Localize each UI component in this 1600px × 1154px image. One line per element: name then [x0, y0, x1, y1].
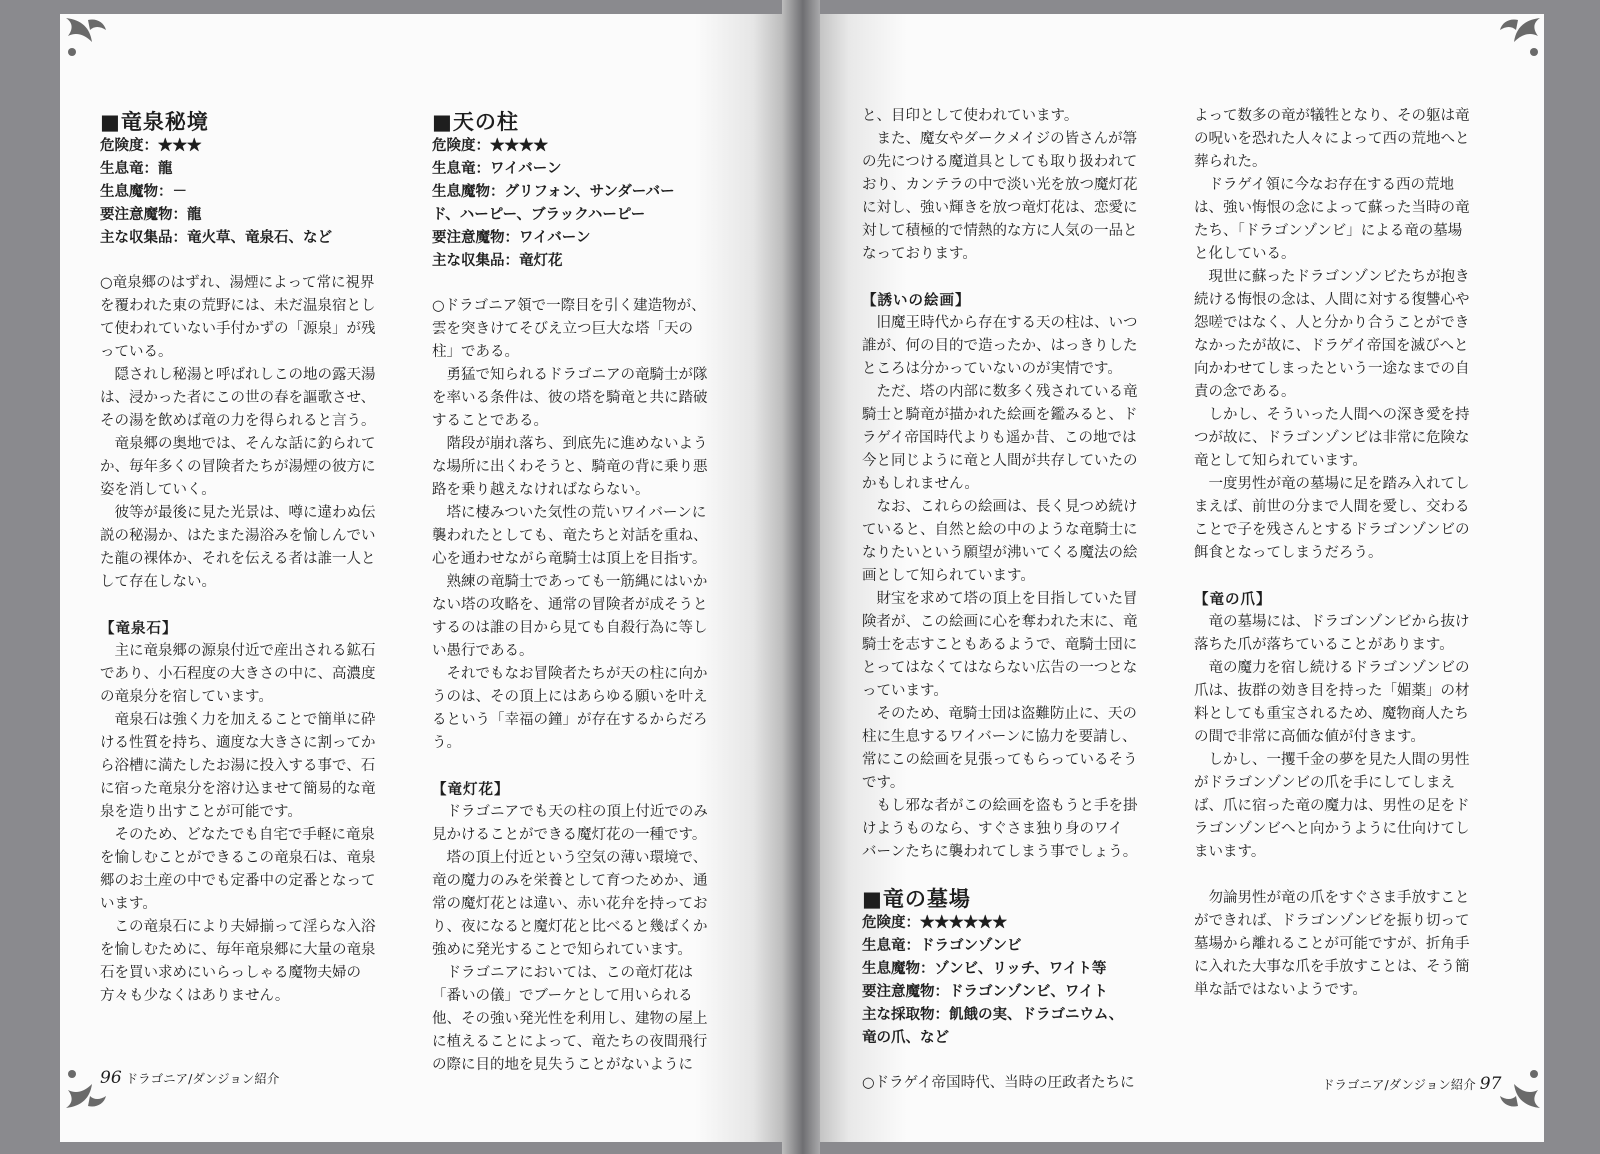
text-line: と化している。 [1194, 246, 1296, 262]
body-text [100, 640, 400, 1008]
text-line: 方々も少なくはありません。 [100, 988, 290, 1004]
text-line: ところは分かっていないのが実情です。 [862, 361, 1122, 377]
text-line: に宿った竜泉分を溶け込ませて簡易的な竜 [100, 781, 376, 797]
text-line: 危険度：★★★★ [432, 137, 548, 154]
section-title: ■天の柱 [432, 109, 519, 134]
closing-text [1194, 887, 1494, 1002]
text-line: ていると、自然と絵の中のような竜騎士に [862, 522, 1138, 538]
text-line: しかし、そういった人間への深き愛を持 [1194, 407, 1470, 423]
text-line: て使われていない手付かずの「源泉」が残 [100, 321, 376, 337]
text-line: 要注意魔物：ワイバーン [432, 229, 591, 246]
text-line: がドラゴンゾンビの爪を手にしてしまえ [1194, 775, 1455, 791]
text-line: 要注意魔物：龍 [100, 206, 202, 223]
subsection-title: 【竜泉石】 [100, 620, 178, 637]
text-line: 料としても重宝されるため、魔物商人たち [1194, 706, 1469, 722]
stats-block [432, 134, 732, 272]
text-line: まいます。 [1194, 844, 1266, 860]
text-line: り、夜になると魔灯花と比べると幾ばくか [432, 919, 708, 935]
text-line: 現世に蘇ったドラゴンゾンビたちが抱き [1194, 269, 1470, 285]
text-line: 一度男性が竜の墓場に足を踏み入れてし [1194, 476, 1470, 492]
text-line: 見かけることができる魔灯花の一種です。 [432, 827, 707, 843]
text-line: 険者が、この絵画に心を奪われた末に、竜 [862, 614, 1138, 630]
intro-text [432, 295, 732, 755]
text-line: 続ける悔恨の念は、人間に対する復讐心や [1194, 292, 1470, 308]
text-line: なりたいという願望が沸いてくる魔法の絵 [862, 545, 1138, 561]
text-line: ドラゴニアでも天の柱の頂上付近でのみ [432, 804, 708, 820]
text-line: 他、その強い発光性を利用し、建物の屋上 [432, 1011, 708, 1027]
text-line: 襲われたとしても、竜たちと対話を重ね、 [432, 528, 708, 544]
text-line: もし邪な者がこの絵画を盗もうと手を掛 [862, 798, 1138, 814]
text-line: 階段が崩れ落ち、到底先に進めないよう [432, 436, 708, 452]
text-line: おり、カンテラの中で淡い光を放つ魔灯花 [862, 177, 1138, 193]
text-line: ド、ハーピー、ブラックハーピー [432, 206, 646, 223]
text-line: を率いる条件は、彼の塔を騎竜と共に踏破 [432, 390, 708, 406]
text-line: 塔の頂上付近という空気の薄い環境で、 [432, 850, 708, 866]
text-line: 生息魔物：グリフォン、サンダーバー [432, 183, 675, 200]
text-line: 向かわせてしまったという一途なまでの自 [1194, 361, 1470, 377]
text-line: 姿を消していく。 [100, 482, 216, 498]
text-line: ける性質を持ち、適度な大きさに割ってか [100, 735, 376, 751]
text-line: です。 [862, 775, 905, 791]
text-line: に対し、強い輝きを放つ竜灯花は、恋愛に [862, 200, 1138, 216]
text-line: の際に目的地を見失うことがないように [432, 1057, 693, 1073]
text-line: であり、小石程度の大きさの中に、高濃度 [100, 666, 376, 682]
text-line: 財宝を求めて塔の頂上を目指していた冒 [862, 591, 1138, 607]
text-line: なっております。 [862, 246, 977, 262]
text-line: ドラゲイ領に今なお存在する西の荒地 [1194, 177, 1454, 193]
text-line: バーンたちに襲われてしまう事でしょう。 [862, 844, 1138, 860]
text-line: 竜の魔力のみを栄養として育つためか、通 [432, 873, 708, 889]
footer-label: ドラゴニア/ダンジョン紹介 [125, 1071, 280, 1086]
right-page-footer [1322, 1074, 1501, 1094]
text-line: 危険度：★★★★★★ [862, 914, 1007, 931]
text-line: 郷のお土産の中でも定番中の定番となって [100, 873, 376, 889]
text-line: 今と同じように竜と人間が共存していたの [862, 453, 1138, 469]
text-line: を愉しむことができるこの竜泉石は、竜泉 [100, 850, 376, 866]
text-line: います。 [100, 896, 157, 912]
text-line: 主に竜泉郷の源泉付近で産出される鉱石 [100, 643, 376, 659]
text-line: 説の秘湯か、はたまた湯浴みを愉しんでい [100, 528, 376, 544]
text-line: 柱に生息するワイバーンに協力を要請し、 [862, 729, 1137, 745]
text-line: 常にこの絵画を見張ってもらっているそう [862, 752, 1138, 768]
page-number: 97 [1479, 1074, 1502, 1094]
text-line: ○ドラゲイ帝国時代、当時の圧政者たちに [862, 1075, 1135, 1091]
text-line: 画として知られています。 [862, 568, 1035, 584]
text-line: この竜泉石により夫婦揃って淫らな入浴 [100, 919, 376, 935]
text-line: 怨嗟ではなく、人と分かり合うことができ [1194, 315, 1470, 331]
text-line: そのため、竜騎士団は盗難防止に、天の [862, 706, 1137, 722]
stats-block [100, 134, 400, 249]
body-text [432, 801, 732, 1077]
text-line: な場所に出くわそうと、騎竜の背に乗り悪 [432, 459, 708, 475]
text-line: して存在しない。 [100, 574, 216, 590]
text-line: 誰が、何の目的で造ったか、はっきりした [862, 338, 1138, 354]
text-line: 危険度：★★★ [100, 137, 202, 154]
text-line: た龍の裸体か、それを伝える者は誰一人と [100, 551, 376, 567]
text-line: は、浸かった者にこの世の春を謳歌させ、 [100, 390, 376, 406]
continued-text [862, 105, 1162, 266]
text-line: の間で非常に高価な値が付きます。 [1194, 729, 1425, 745]
text-line: 落ちた爪が落ちていることがあります。 [1194, 637, 1454, 653]
section-title: ■竜泉秘境 [100, 109, 209, 134]
flourish-corner-ornament-icon [1494, 1062, 1544, 1112]
text-line: 騎士を志すこともあるようで、竜騎士団に [862, 637, 1138, 653]
text-line: 主な収集品：竜火草、竜泉石、など [100, 229, 332, 246]
text-line: 竜の爪、など [862, 1029, 949, 1046]
text-line: に植えることによって、竜たちの夜間飛行 [432, 1034, 708, 1050]
text-line: 塔に棲みついた気性の荒いワイバーンに [432, 505, 707, 521]
text-line: 隠されし秘湯と呼ばれしこの地の露天湯 [100, 367, 376, 383]
text-line: の呪いを恐れた人々によって西の荒地へと [1194, 131, 1470, 147]
text-line: 生息竜：龍 [100, 160, 173, 177]
text-line: 生息魔物：－ [100, 183, 187, 200]
continued-text [1194, 105, 1494, 565]
flourish-corner-ornament-icon [62, 14, 112, 64]
text-line: 竜の墓場には、ドラゴンゾンビから抜け [1194, 614, 1470, 630]
book-spine-gutter [782, 0, 820, 1154]
text-line: っています。 [862, 683, 948, 699]
intro-text [862, 1072, 1162, 1095]
text-line: つが故に、ドラゴンゾンビは非常に危険な [1194, 430, 1470, 446]
text-line: に入れた大事な爪を手放すことは、そう簡 [1194, 959, 1470, 975]
section-title: ■竜の墓場 [862, 886, 971, 911]
text-line: ドラゴニアにおいては、この竜灯花は [432, 965, 693, 981]
text-line: 爪は、抜群の効き目を持った「媚薬」の材 [1194, 683, 1470, 699]
text-line: 旧魔王時代から存在する天の柱は、いつ [862, 315, 1138, 331]
text-line: 心を通わせながら竜騎士は頂上を目指す。 [432, 551, 707, 567]
text-line: ば、爪に宿った竜の魔力は、男性の足をド [1194, 798, 1470, 814]
subsection-title: 【竜の爪】 [1194, 591, 1272, 608]
text-line: ら浴槽に満たしたお湯に投入する事で、石 [100, 758, 376, 774]
text-line: するのは誰の目から見ても自殺行為に等し [432, 620, 708, 636]
text-line: の竜泉分を宿しています。 [100, 689, 273, 705]
text-line: まえば、前世の分まで人間を愛し、交わる [1194, 499, 1470, 515]
text-line: 生息竜：ワイバーン [432, 160, 562, 177]
stats-block [862, 911, 1162, 1049]
text-line: い愚行である。 [432, 643, 534, 659]
text-line: う。 [432, 735, 461, 751]
text-line: 騎士と騎竜が描かれた絵画を鑑みると、ド [862, 407, 1138, 423]
text-line: 勿論男性が竜の爪をすぐさま手放すこと [1194, 890, 1470, 906]
text-line: 主な収集品：竜灯花 [432, 252, 563, 269]
text-line: 対して積極的で情熱的な方に人気の一品と [862, 223, 1138, 239]
text-line: を覆われた東の荒野には、未だ温泉宿とし [100, 298, 376, 314]
text-line: ○ドラゴニア領で一際目を引く建造物が、 [432, 298, 706, 314]
text-line: 常の魔灯花とは違い、赤い花弁を持ってお [432, 896, 708, 912]
text-line: その湯を飲めば竜の力を得られると言う。 [100, 413, 376, 429]
text-line: なかったが故に、ドラゲイ帝国を滅びへと [1194, 338, 1469, 354]
text-line: けようものなら、すぐさま独り身のワイ [862, 821, 1123, 837]
text-line: の先につける魔道具としても取り扱われて [862, 154, 1138, 170]
text-line: ことで子を残さんとするドラゴンゾンビの [1194, 522, 1470, 538]
text-line: は、強い悔恨の念によって蘇った当時の竜 [1194, 200, 1470, 216]
text-line: 泉を造り出すことが可能です。 [100, 804, 302, 820]
text-line: 竜泉郷の奥地では、そんな話に釣られて [100, 436, 376, 452]
subsection-title: 【誘いの絵画】 [862, 292, 971, 309]
text-line: 柱」である。 [432, 344, 519, 360]
text-line: 雲を突きけてそびえ立つ巨大な塔「天の [432, 321, 693, 337]
body-text [1194, 611, 1494, 864]
page-number: 96 [100, 1068, 122, 1088]
text-line: たち、「ドラゴンゾンビ」による竜の墓場 [1194, 223, 1463, 239]
text-line: 竜の魔力を宿し続けるドラゴンゾンビの [1194, 660, 1470, 676]
text-line: 主な採取物：飢餓の実、ドラゴニウム、 [862, 1006, 1124, 1023]
text-line: そのため、どなたでも自宅で手軽に竜泉 [100, 827, 375, 843]
text-line: 生息魔物：ゾンビ、リッチ、ワイト等 [862, 960, 1107, 977]
right-page-column-2 [1194, 105, 1494, 1002]
text-line: 「番いの儀」でブーケとして用いられる [432, 988, 693, 1004]
text-line: 竜として知られています。 [1194, 453, 1367, 469]
body-text [862, 312, 1162, 864]
right-page-column-1 [862, 105, 1162, 1095]
text-line: ない塔の攻略を、通常の冒険者が成そうと [432, 597, 708, 613]
text-line: ラゲイ帝国時代よりも遥か昔、この地では [862, 430, 1137, 446]
text-line: 生息竜：ドラゴンゾンビ [862, 937, 1022, 954]
flourish-corner-ornament-icon [1494, 14, 1544, 64]
text-line: 葬られた。 [1194, 154, 1267, 170]
text-line: しかし、一攫千金の夢を見た人間の男性 [1194, 752, 1470, 768]
left-page-column-1 [100, 110, 400, 1008]
text-line: よって数多の竜が犠牲となり、その躯は竜 [1194, 108, 1470, 124]
subsection-title: 【竜灯花】 [432, 781, 510, 798]
text-line: かもしれません。 [862, 476, 979, 492]
intro-text [100, 272, 400, 594]
text-line: っている。 [100, 344, 173, 360]
text-line: とってはなくてはならない広告の一つとな [862, 660, 1138, 676]
text-line: することである。 [432, 413, 548, 429]
text-line: 墓場から離れることが可能ですが、折角手 [1194, 936, 1470, 952]
text-line: 責の念である。 [1194, 384, 1296, 400]
text-line: ができれば、ドラゴンゾンビを振り切って [1194, 913, 1470, 929]
text-line: か、毎年多くの冒険者たちが湯煙の彼方に [100, 459, 376, 475]
text-line: 竜泉石は強く力を加えることで簡単に砕 [100, 712, 376, 728]
text-line: を愉しむために、毎年竜泉郷に大量の竜泉 [100, 942, 376, 958]
left-page-footer [100, 1068, 279, 1088]
text-line: 強めに発光することで知られています。 [432, 942, 692, 958]
text-line: るという「幸福の鐘」が存在するからだろ [432, 712, 708, 728]
text-line: 路を乗り越えなければならない。 [432, 482, 650, 498]
text-line: 彼等が最後に見た光景は、噂に違わぬ伝 [100, 505, 376, 521]
text-line: と、目印として使われています。 [862, 108, 1079, 124]
text-line: ラゴンゾンビへと向かうように仕向けてし [1194, 821, 1470, 837]
footer-label: ドラゴニア/ダンジョン紹介 [1322, 1077, 1476, 1092]
text-line: 単な話ではないようです。 [1194, 982, 1367, 998]
text-line: ただ、塔の内部に数多く残されている竜 [862, 384, 1138, 400]
text-line: それでもなお冒険者たちが天の柱に向か [432, 666, 708, 682]
text-line: うのは、その頂上にはあらゆる願いを叶え [432, 689, 708, 705]
left-page-column-2 [432, 110, 732, 1077]
text-line: 要注意魔物：ドラゴンゾンビ、ワイト [862, 983, 1108, 1000]
text-line: また、魔女やダークメイジの皆さんが箒 [862, 131, 1138, 147]
text-line: 石を買い求めにいらっしゃる魔物夫婦の [100, 965, 361, 981]
text-line: なお、これらの絵画は、長く見つめ続け [862, 499, 1138, 515]
text-line: 勇猛で知られるドラゴニアの竜騎士が隊 [432, 367, 708, 383]
text-line: 熟練の竜騎士であっても一筋縄にはいか [432, 574, 708, 590]
text-line: ○竜泉郷のはずれ、湯煙によって常に視界 [100, 275, 375, 291]
text-line: 餌食となってしまうだろう。 [1194, 545, 1383, 561]
